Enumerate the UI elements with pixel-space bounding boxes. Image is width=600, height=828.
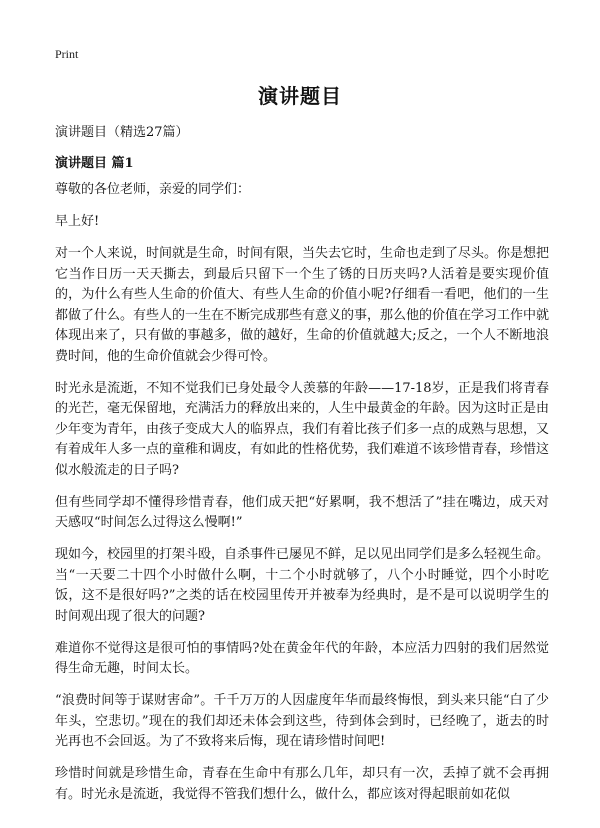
print-label: Print: [55, 47, 79, 61]
article-body: [55, 180, 549, 817]
paragraph: “浪费时间等于谋财害命”。千千万万的人因虚度年华而最终悔恨，到头来只能“白了少年头，空悲切。”现在的我们却还未体会到这些，待到体会到时，已经晚了，逝去的时光再也不会回返。为了不致将来后悔，现在请珍惜时间吧!: [55, 693, 549, 749]
paragraph-good-morning: 早上好!: [55, 214, 100, 229]
paragraph: 时光永是流逝，不知不觉我们已身处最令人羡慕的年龄——17-18岁，正是我们将青春的光芒，毫无保留地，充满活力的释放出来的，人生中最黄金的年龄。因为这时正是由少年变为青年，由孩子变成大人的临界点，我们有着比孩子们多一点的成熟与思想，又有着成年人多一点的童稚和调皮，有如此的性格优势，我们难道不该珍惜青春，珍惜这似水般流走的日子吗?: [55, 380, 550, 478]
paragraph: 对一个人来说，时间就是生命，时间有限，当失去它时，生命也走到了尽头。你是想把它当作日历一天天撕去，到最后只留下一个生了锈的日历夹吗?人活着是要实现价值的，为什么有些人生命的价值大、有些人生命的价值小呢?仔细看一看吧，他们的一生都做了什么。有些人的一生在不断完成那些有意义的事，那么他的价值在学习工作中就体现出来了，只有做的事越多，做的越好，生命的价值就越大;反之，一个人不断地浪费时间，他的生命价值就会少得可怜。: [55, 246, 550, 364]
paragraph: 难道你不觉得这是很可怕的事情吗?处在黄金年代的年龄，本应活力四射的我们居然觉得生命无趣，时间太长。: [55, 640, 549, 676]
section-heading: 演讲题目 篇1: [55, 156, 134, 171]
paragraph: 现如今，校园里的打架斗殴，自杀事件已屡见不鲜，足以见出同学们是多么轻视生命。当“一天要二十四个小时做什么啊，十二个小时就够了，八个小时睡觉，四个小时吃饭，这不是很好吗?”之类的话在校园里传开并被奉为经典时，是不是可以说明学生的时间观出现了很大的问题?: [55, 547, 550, 624]
document-subtitle: 演讲题目（精选27篇）: [55, 125, 189, 140]
paragraph-greeting: 尊敬的各位老师，亲爱的同学们：: [55, 182, 251, 197]
paragraph: 但有些同学却不懂得珍惜青春，他们成天把“好累啊，我不想活了”挂在嘴边，成天对天感叹“时间怎么过得这么慢啊!”: [55, 494, 549, 530]
paragraph: 珍惜时间就是珍惜生命，青春在生命中有那么几年，却只有一次，丢掉了就不会再拥有。时光永是流逝，我觉得不管我们想什么，做什么，都应该对得起眼前如花似: [55, 766, 549, 802]
document-title: 演讲题目: [258, 84, 342, 108]
